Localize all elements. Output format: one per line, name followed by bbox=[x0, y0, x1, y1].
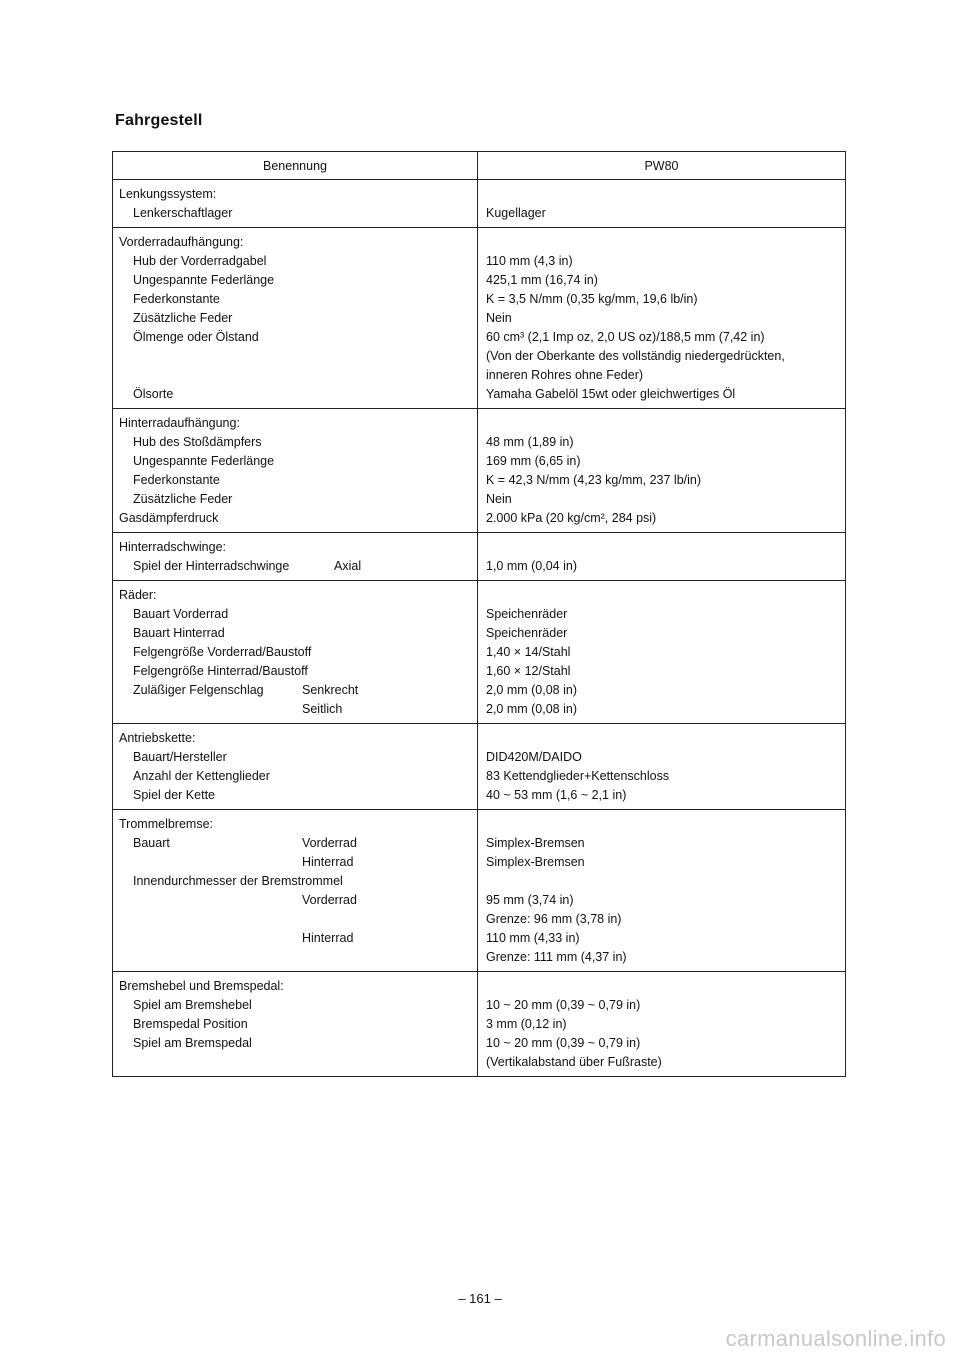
spec-value bbox=[486, 729, 845, 748]
spec-value: Kugellager bbox=[486, 206, 546, 220]
spec-group-title: Vorderradaufhängung: bbox=[119, 235, 244, 249]
spec-value: Yamaha Gabelöl 15wt oder gleichwertiges Öl bbox=[486, 387, 736, 401]
spec-value-cell bbox=[478, 810, 846, 972]
spec-value: DID420M/DAIDO bbox=[486, 750, 582, 764]
spec-group-title: Hinterradschwinge: bbox=[119, 540, 226, 554]
spec-label bbox=[119, 910, 477, 929]
spec-label: Ölmenge oder Ölstand bbox=[133, 330, 259, 344]
spec-name-cell bbox=[113, 533, 478, 581]
spec-name-cell bbox=[113, 581, 478, 724]
spec-label: Felgengröße Vorderrad/Baustoff bbox=[133, 645, 312, 659]
spec-label: Bauart Vorderrad bbox=[119, 834, 477, 853]
spec-label: Federkonstante bbox=[133, 473, 220, 487]
spec-sub-label: Vorderrad bbox=[302, 893, 357, 907]
spec-value: 48 mm (1,89 in) bbox=[486, 435, 574, 449]
spec-value bbox=[486, 185, 845, 204]
spec-name-cell bbox=[113, 724, 478, 810]
spec-value-cell bbox=[478, 228, 846, 409]
page-title: Fahrgestell bbox=[115, 112, 203, 129]
spec-value-cell bbox=[478, 533, 846, 581]
spec-value bbox=[486, 977, 845, 996]
spec-label: Felgengröße Hinterrad/Baustoff bbox=[133, 664, 308, 678]
spec-sub-label: Seitlich bbox=[302, 702, 343, 716]
spec-name-cell bbox=[113, 409, 478, 533]
watermark: carmanualsonline.info bbox=[725, 1326, 946, 1351]
spec-label: Spiel am Bremspedal bbox=[133, 1036, 252, 1050]
spec-label: Züsätzliche Feder bbox=[133, 311, 233, 325]
spec-name-cell bbox=[113, 810, 478, 972]
spec-value: 3 mm (0,12 in) bbox=[486, 1017, 567, 1031]
spec-value: 2.000 kPa (20 kg/cm², 284 psi) bbox=[486, 511, 657, 525]
header-model: PW80 bbox=[478, 152, 846, 180]
spec-value: 169 mm (6,65 in) bbox=[486, 454, 581, 468]
spec-name-cell bbox=[113, 180, 478, 228]
spec-label: Bauart/Hersteller bbox=[133, 750, 227, 764]
spec-value: 2,0 mm (0,08 in) bbox=[486, 702, 578, 716]
spec-value-cell bbox=[478, 972, 846, 1077]
spec-value: Nein bbox=[486, 492, 512, 506]
spec-label bbox=[119, 700, 477, 719]
spec-group-title: Lenkungssystem: bbox=[119, 187, 217, 201]
spec-value: 1,0 mm (0,04 in) bbox=[486, 559, 578, 573]
spec-label bbox=[119, 891, 477, 910]
spec-value-cell bbox=[478, 180, 846, 228]
spec-value: (Vertikalabstand über Fußraste) bbox=[486, 1055, 662, 1069]
spec-value: K = 42,3 N/mm (4,23 kg/mm, 237 lb/in) bbox=[486, 473, 702, 487]
spec-sub-label: Senkrecht bbox=[302, 683, 359, 697]
spec-value bbox=[486, 538, 845, 557]
spec-value: Speichenräder bbox=[486, 607, 568, 621]
spec-value bbox=[486, 815, 845, 834]
spec-label: Spiel der Hinterradschwinge Axial bbox=[119, 557, 477, 576]
spec-label: Hub des Stoßdämpfers bbox=[133, 435, 262, 449]
page-number: – 161 – bbox=[458, 1291, 502, 1306]
spec-label: Anzahl der Kettenglieder bbox=[133, 769, 270, 783]
spec-value: 110 mm (4,33 in) bbox=[486, 931, 580, 945]
spec-label: Bauart Vorderrad bbox=[133, 607, 229, 621]
spec-value bbox=[486, 872, 845, 891]
spec-value: 10 ~ 20 mm (0,39 ~ 0,79 in) bbox=[486, 1036, 641, 1050]
spec-value: Grenze: 96 mm (3,78 in) bbox=[486, 912, 622, 926]
spec-label: Hub der Vorderradgabel bbox=[133, 254, 267, 268]
spec-value-cell bbox=[478, 581, 846, 724]
spec-label bbox=[119, 929, 477, 948]
spec-label bbox=[119, 366, 477, 385]
spec-value: 83 Kettendglieder+Kettenschloss bbox=[486, 769, 670, 783]
spec-label: Ungespannte Federlänge bbox=[133, 273, 275, 287]
spec-label: Bremspedal Position bbox=[133, 1017, 248, 1031]
spec-value: 1,60 × 12/Stahl bbox=[486, 664, 571, 678]
spec-label: Spiel am Bremshebel bbox=[133, 998, 252, 1012]
spec-label: Züsätzliche Feder bbox=[133, 492, 233, 506]
spec-value bbox=[486, 233, 845, 252]
spec-label: Innendurchmesser der Bremstrommel bbox=[133, 874, 343, 888]
spec-sub-label: Axial bbox=[334, 559, 362, 573]
table-row bbox=[113, 724, 846, 810]
table-row bbox=[113, 972, 846, 1077]
spec-name-cell bbox=[113, 228, 478, 409]
spec-value: inneren Rohres ohne Feder) bbox=[486, 368, 644, 382]
spec-value: 40 ~ 53 mm (1,6 ~ 2,1 in) bbox=[486, 788, 627, 802]
spec-value: 10 ~ 20 mm (0,39 ~ 0,79 in) bbox=[486, 998, 641, 1012]
spec-value bbox=[486, 586, 845, 605]
spec-group-title: Antriebskette: bbox=[119, 731, 196, 745]
spec-label: Ölsorte bbox=[133, 387, 174, 401]
spec-label bbox=[119, 1053, 477, 1072]
table-header-row bbox=[113, 152, 846, 180]
spec-label bbox=[119, 347, 477, 366]
spec-value: 60 cm³ (2,1 Imp oz, 2,0 US oz)/188,5 mm (7,42 in) bbox=[486, 330, 765, 344]
spec-label bbox=[119, 948, 477, 967]
spec-value: Grenze: 111 mm (4,37 in) bbox=[486, 950, 627, 964]
spec-label: Federkonstante bbox=[133, 292, 220, 306]
spec-value bbox=[486, 414, 845, 433]
table-row bbox=[113, 180, 846, 228]
spec-sub-label: Vorderrad bbox=[302, 836, 357, 850]
spec-label: Bauart Hinterrad bbox=[133, 626, 225, 640]
spec-group-title: Trommelbremse: bbox=[119, 817, 213, 831]
spec-value: 425,1 mm (16,74 in) bbox=[486, 273, 598, 287]
spec-group-title: Gasdämpferdruck bbox=[119, 511, 219, 525]
spec-value: Simplex-Bremsen bbox=[486, 855, 585, 869]
spec-label: Spiel der Kette bbox=[133, 788, 215, 802]
spec-value: K = 3,5 N/mm (0,35 kg/mm, 19,6 lb/in) bbox=[486, 292, 698, 306]
spec-name-cell bbox=[113, 972, 478, 1077]
spec-group-title: Hinterradaufhängung: bbox=[119, 416, 240, 430]
table-row bbox=[113, 810, 846, 972]
spec-value: 2,0 mm (0,08 in) bbox=[486, 683, 578, 697]
header-name: Benennung bbox=[113, 152, 478, 180]
spec-value: 110 mm (4,3 in) bbox=[486, 254, 573, 268]
table-body bbox=[113, 180, 846, 1077]
spec-value: Simplex-Bremsen bbox=[486, 836, 585, 850]
spec-value: 95 mm (3,74 in) bbox=[486, 893, 574, 907]
spec-value: 1,40 × 14/Stahl bbox=[486, 645, 571, 659]
spec-group-title: Bremshebel und Bremspedal: bbox=[119, 979, 284, 993]
spec-value-cell bbox=[478, 409, 846, 533]
spec-sub-label: Hinterrad bbox=[302, 855, 354, 869]
table-row bbox=[113, 533, 846, 581]
spec-value-cell bbox=[478, 724, 846, 810]
spec-table bbox=[112, 151, 846, 1077]
spec-label bbox=[119, 853, 477, 872]
spec-group-title: Räder: bbox=[119, 588, 157, 602]
spec-sub-label: Hinterrad bbox=[302, 931, 354, 945]
spec-value: Nein bbox=[486, 311, 512, 325]
table-row bbox=[113, 409, 846, 533]
spec-value: Speichenräder bbox=[486, 626, 568, 640]
table-row bbox=[113, 581, 846, 724]
table-row bbox=[113, 228, 846, 409]
spec-value: (Von der Oberkante des vollständig niedergedrückten, bbox=[486, 349, 785, 363]
spec-label: Zuläßiger Felgenschlag Senkrecht bbox=[119, 681, 477, 700]
spec-label: Lenkerschaftlager bbox=[133, 206, 233, 220]
spec-label: Ungespannte Federlänge bbox=[133, 454, 275, 468]
